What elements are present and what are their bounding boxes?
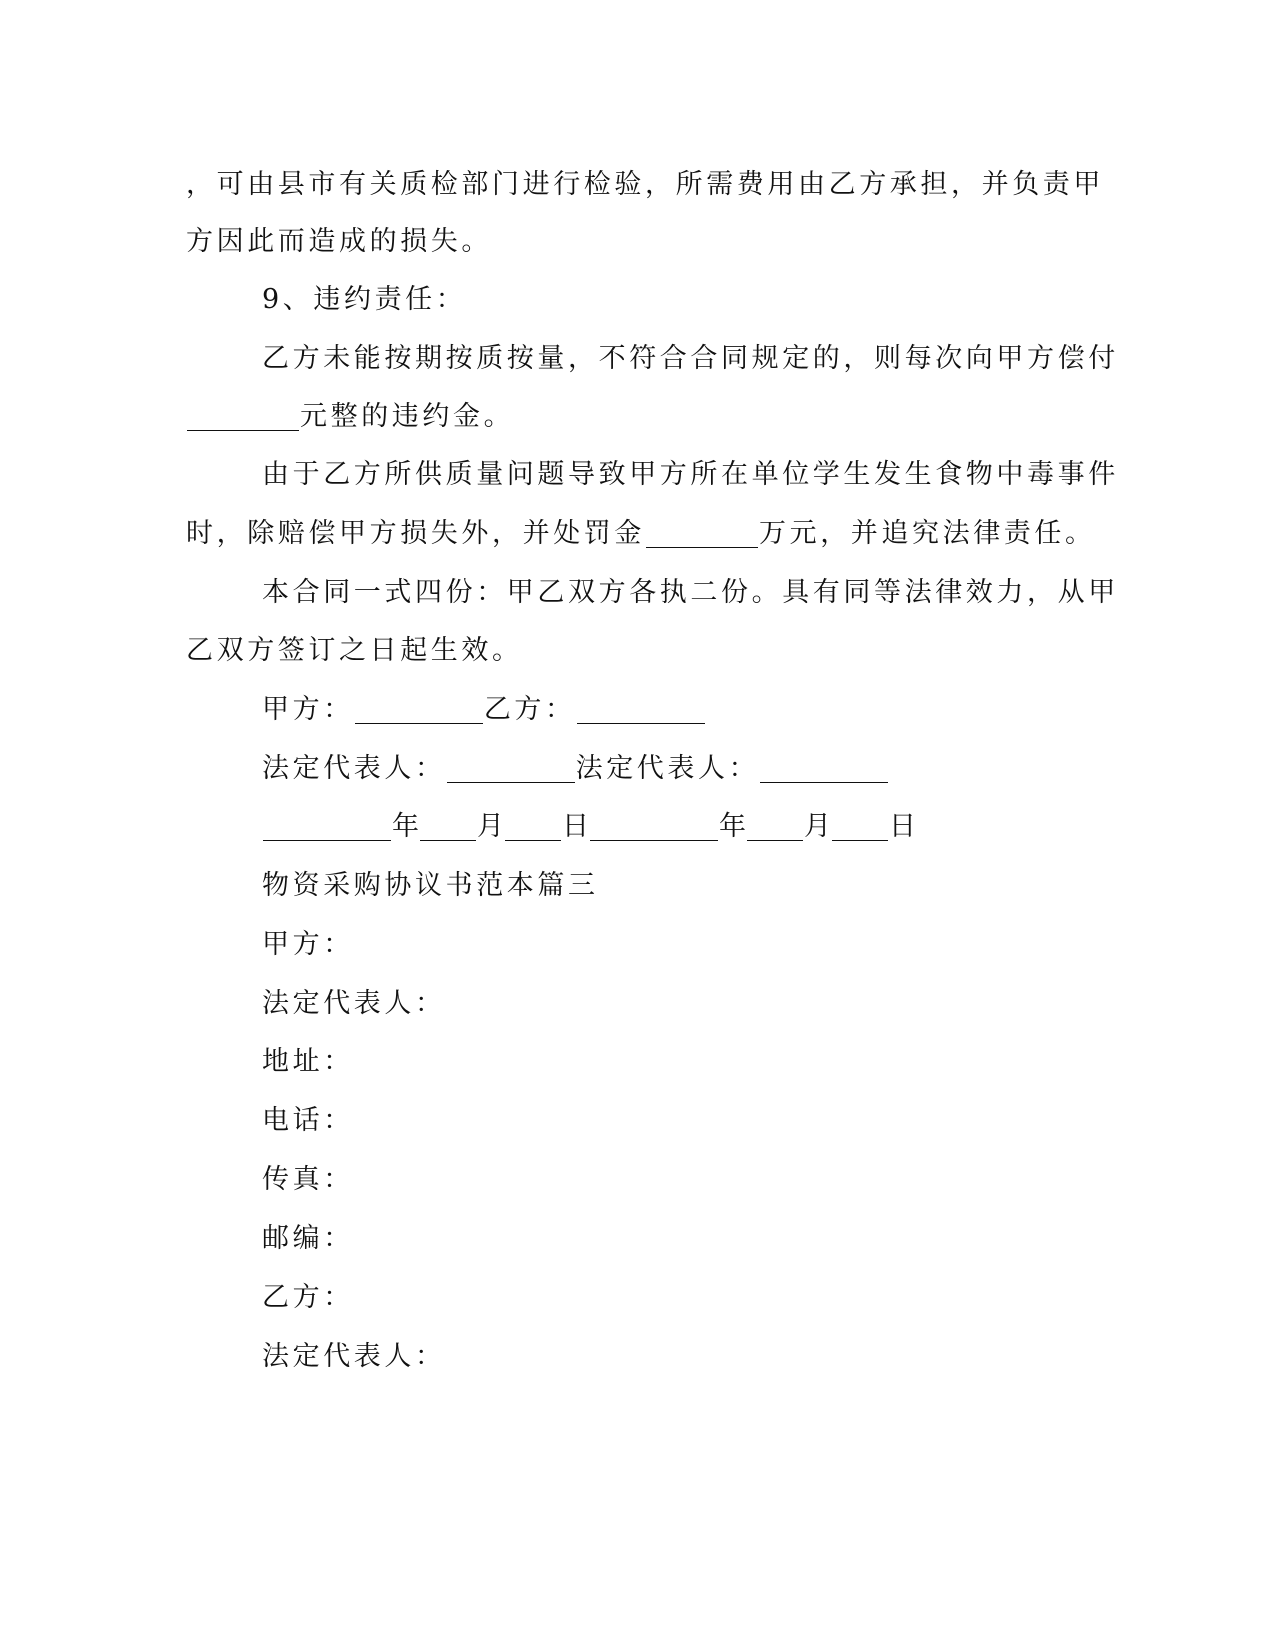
paragraph-line: [186, 514, 1096, 554]
field-party-a: 甲方：: [262, 929, 354, 960]
paragraph-text: 元整的违约金。: [300, 401, 515, 432]
month-blank: [420, 810, 476, 841]
paragraph-text: 时，除赔偿甲方损失外，并处罚金: [186, 518, 645, 549]
day-label: 日: [562, 811, 589, 842]
paragraph-line: 乙双方签订之日起生效。: [186, 635, 523, 666]
rep-a-blank: [447, 752, 575, 783]
signature-dates-line: [262, 807, 916, 847]
paragraph-line: [186, 397, 514, 437]
year-label: 年: [392, 811, 419, 842]
month-blank: [747, 810, 803, 841]
field-rep-b: 法定代表人：: [262, 1341, 446, 1372]
fill-blank: [646, 517, 758, 548]
day-label: 日: [889, 811, 916, 842]
section-title: 物资采购协议书范本篇三: [262, 870, 599, 901]
party-b-label: 乙方：: [483, 694, 576, 725]
day-blank: [505, 810, 561, 841]
year-blank: [263, 810, 391, 841]
party-b-blank: [577, 693, 705, 724]
month-label: 月: [477, 811, 504, 842]
signature-reps-line: [262, 749, 889, 789]
paragraph-line: 方因此而造成的损失。: [186, 226, 492, 257]
field-postcode: 邮编：: [262, 1223, 354, 1254]
rep-b-blank: [760, 752, 888, 783]
rep-a-label: 法定代表人：: [262, 753, 446, 784]
paragraph-line: 由于乙方所供质量问题导致甲方所在单位学生发生食物中毒事件: [262, 459, 1119, 490]
party-a-blank: [355, 693, 483, 724]
field-fax: 传真：: [262, 1164, 354, 1195]
month-label: 月: [804, 811, 831, 842]
field-rep-a: 法定代表人：: [262, 988, 446, 1019]
party-a-label: 甲方：: [262, 694, 354, 725]
field-phone: 电话：: [262, 1105, 354, 1136]
signature-parties-line: [262, 690, 706, 730]
paragraph-line: 本合同一式四份：甲乙双方各执二份。具有同等法律效力，从甲: [262, 577, 1119, 608]
paragraph-line: 乙方未能按期按质按量，不符合合同规定的，则每次向甲方偿付: [262, 343, 1119, 374]
field-address: 地址：: [262, 1046, 354, 1077]
rep-b-label: 法定代表人：: [575, 753, 760, 784]
day-blank: [832, 810, 888, 841]
paragraph-text: 万元，并追究法律责任。: [759, 518, 1096, 549]
year-label: 年: [719, 811, 746, 842]
fill-blank: [187, 400, 299, 431]
year-blank: [590, 810, 718, 841]
section-heading: 9、违约责任：: [262, 284, 467, 315]
paragraph-line: ，可由县市有关质检部门进行检验，所需费用由乙方承担，并负责甲: [186, 169, 1104, 200]
field-party-b: 乙方：: [262, 1282, 354, 1313]
